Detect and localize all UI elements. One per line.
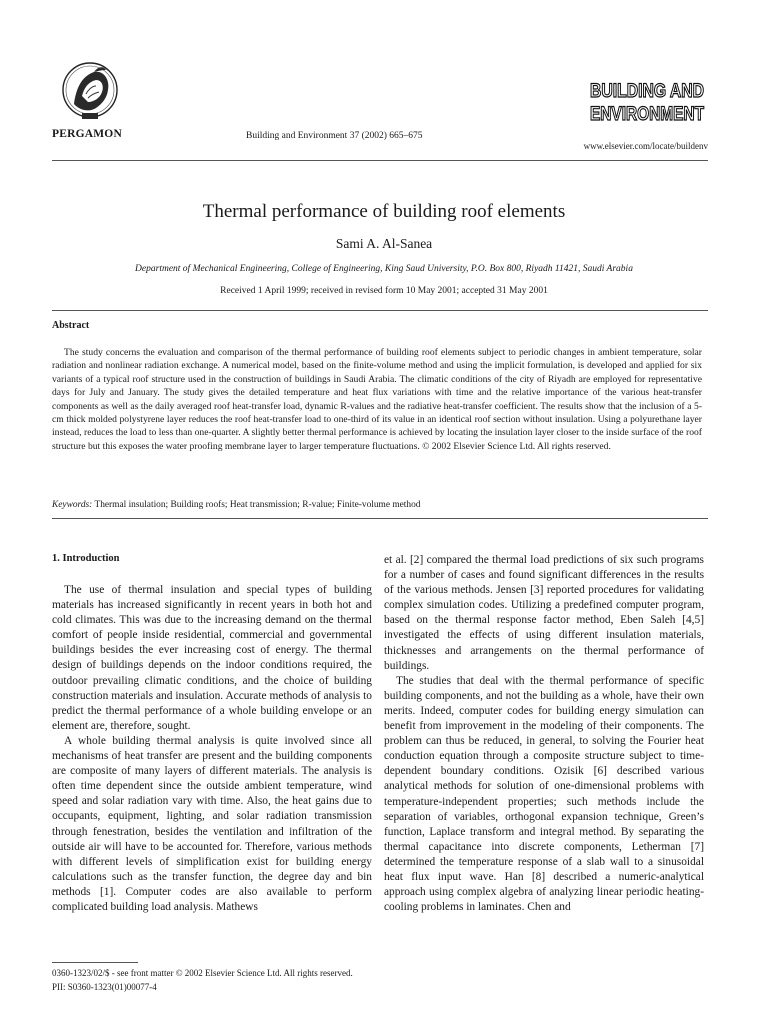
paragraph: A whole building thermal analysis is quite involved since all mechanisms of heat transfer are present and the building components are composite of many layers of different materials. The analysis is often time dependent since the outside ambient temperature, wind speed and solar radiation vary with time. Also, the heat gains due to occupants, equipment, lighting, and solar radiation transmission through fenestration, besides the ventilation and infiltration of the outside air will have to be accounted for. Therefore, various methods with different levels of simplification exist for building energy calculations such as the transfer function, the degree day and bin methods [1]. Computer codes are also available to perform complicated building load analysis. Mathews xyxy=(52,734,372,913)
body-column-right xyxy=(384,553,704,915)
journal-wordmark-line1: BUILDING AND xyxy=(590,81,704,102)
publisher-logo xyxy=(60,58,120,124)
abstract-bottom-divider xyxy=(52,518,708,519)
keywords xyxy=(52,500,420,510)
journal-wordmark-line2: ENVIRONMENT xyxy=(590,104,705,125)
section-heading-introduction: 1. Introduction xyxy=(52,553,120,564)
footnote-divider xyxy=(52,962,138,963)
received-dates: Received 1 April 1999; received in revised form 10 May 2001; accepted 31 May 2001 xyxy=(220,286,548,296)
abstract-heading: Abstract xyxy=(52,320,90,331)
article-author: Sami A. Al-Sanea xyxy=(335,236,433,251)
header-divider xyxy=(52,160,708,161)
paragraph: The studies that deal with the thermal performance of specific building components, and not the building as a whole, have their own merits. Indeed, computer codes for building energy simulation can benefit from improvement in the modeling of their components. The problem can thus be reduced, in general, to solving the Fourier heat conduction equation through a composite structure subject to time-dependent boundary conditions. Ozisik [6] described various analytical methods for solution of one-dimensional problems with temperature-independent properties; such methods include the separation of variables, orthogonal expansion technique, Green’s function, Laplace transform and integral method. By separating the thermal capacitance into discrete components, Letherman [7] determined the temperature response of a slab wall to a sinusoidal heat flux input wave. Han [8] described a numeric-analytical approach using complex algebra of analyzing linear periodic heating-cooling problems in laminates. Chen and xyxy=(384,674,704,914)
journal-citation: Building and Environment 37 (2002) 665–675 xyxy=(246,131,423,141)
footer-copyright: 0360-1323/02/$ - see front matter © 2002 Elsevier Science Ltd. All rights reserved. xyxy=(52,968,353,978)
body-column-left xyxy=(52,583,372,915)
publisher-name: PERGAMON xyxy=(52,128,122,140)
article-title: Thermal performance of building roof elements xyxy=(202,201,566,222)
keywords-list: Thermal insulation; Building roofs; Heat transmission; R-value; Finite-volume method xyxy=(94,500,421,510)
author-affiliation: Department of Mechanical Engineering, College of Engineering, King Saud University, P.O. Box 800, Riyadh 11421, Saudi Arabia xyxy=(135,264,633,274)
footer-pii: PII: S0360-1323(01)00077-4 xyxy=(52,982,157,992)
journal-url[interactable]: www.elsevier.com/locate/buildenv xyxy=(583,141,708,151)
paragraph: et al. [2] compared the thermal load predictions of six such programs for a number of cases and found significant differences in the results of the various methods. Jensen [3] reported procedures for validating complex simulation codes. Utilizing a predefined computer program, based on the thermal response factor method, Eben Saleh [4,5] investigated the effects of using different insulation materials, thicknesses and arrangements on the thermal performance of buildings. xyxy=(384,554,704,672)
keywords-label: Keywords: xyxy=(52,500,93,510)
abstract-top-divider xyxy=(52,310,708,311)
abstract-text: The study concerns the evaluation and comparison of the thermal performance of building roof elements subject to periodic changes in ambient temperature, solar radiation and nonlinear radiation exchange. A numerical model, based on the finite-volume method and using the implicit formulation, is developed and applied for six variants of a typical roof structure used in the construction of buildings in Saudi Arabia. The climatic conditions of the city of Riyadh are employed for representative days for July and January. The study gives the detailed temperature and heat flux variations with time and the relative importance of the various heat-transfer components as well as the daily averaged roof heat-transfer load, dynamic R-values and the radiative heat-transfer coefficient. The results show that the inclusion of a 5-cm thick molded polystyrene layer reduces the roof heat-transfer load to one-third of its value in an identical roof section without insulation. Using a polyurethane layer instead, reduces the load to less than one-quarter. A slightly better thermal performance is achieved by locating the insulation layer closer to the inside surface of the roof structure but this exposes the water proofing membrane layer to larger temperature fluctuations. © 2002 Elsevier Science Ltd. All rights reserved. xyxy=(52,347,702,452)
journal-wordmark xyxy=(588,78,706,124)
paragraph: The use of thermal insulation and special types of building materials has increased significantly in recent years in both hot and cold climates. This was due to the increasing demand on the thermal comfort of people inside residential, commercial and governmental buildings besides the ever increasing cost of energy. The thermal design of buildings depends on the indoor conditions required, the outdoor prevailing climatic conditions, and the choice of building construction materials and insulation. Accurate methods of analysis to predict the thermal performance of a whole building envelope or an element are, therefore, sought. xyxy=(52,584,372,732)
